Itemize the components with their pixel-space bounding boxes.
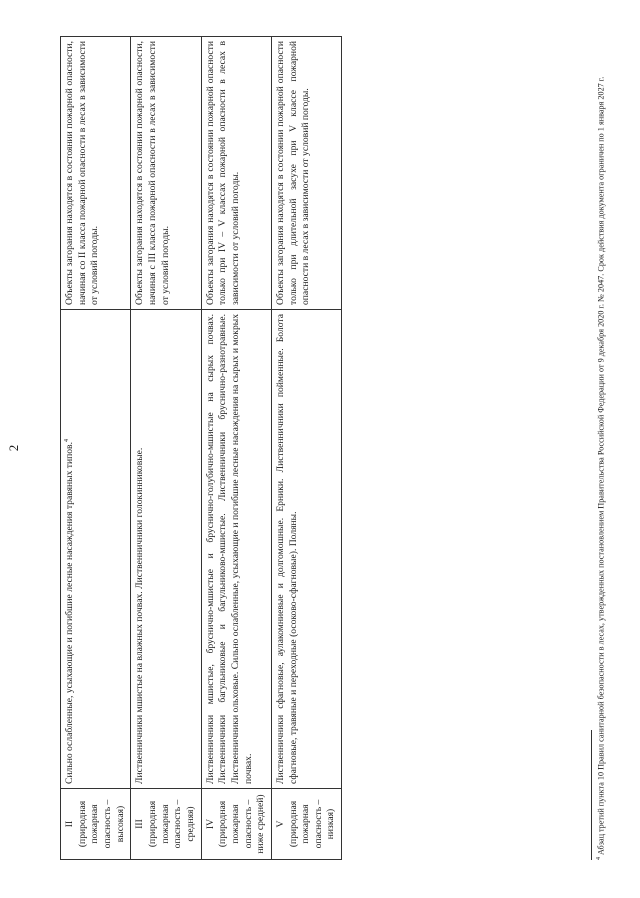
class-cell xyxy=(61,789,131,860)
page-number: 2 xyxy=(6,444,21,452)
class-description: (природная пожарная опасность – низкая) xyxy=(287,799,337,849)
forest-types-text: Лиственничники сфагновые, аулакомниевые и долгомошные. Ерники. Лиственничники пойменные. Болота сфагновые, травяные и переходные (осоково-сфагновые). Поляны. xyxy=(274,314,299,784)
class-description: (природная пожарная опасность – средняя) xyxy=(146,799,196,849)
class-cell xyxy=(201,789,271,860)
forest-types-text: Сильно ослабленные, усыхающие и погибшие лесные насаждения травяных типов. xyxy=(64,442,76,784)
table-row xyxy=(271,37,341,860)
forest-types-cell xyxy=(61,310,131,789)
class-numeral: IV xyxy=(204,818,216,830)
table-row xyxy=(131,37,201,860)
weather-conditions-cell xyxy=(201,37,271,310)
class-numeral: V xyxy=(274,820,286,828)
weather-conditions-text: Объекты загорания находятся в состоянии пожарной опасности, начиная со II класса пожарной опасности в лесах в зависимости от условий погоды. xyxy=(64,41,101,305)
table-row xyxy=(201,37,271,860)
forest-types-text: Лиственничники мшистые на влажных почвах. Лиственничники голокинниковые. xyxy=(134,447,146,784)
footnote-text: Абзац третий пункта 10 Правил санитарной безопасности в лесах, утвержденных постановлением Правительства Российской Федерации от 9 декабря 2020 г. № 2047. Срок действия документа ограничен по 1 января 2027 г. xyxy=(596,76,606,855)
table-row xyxy=(61,37,131,860)
class-numeral: II xyxy=(64,820,75,828)
weather-conditions-text: Объекты загорания находятся в состоянии пожарной опасности, начиная с III класса пожарной опасности в лесах в зависимости от условий погоды. xyxy=(134,41,171,305)
class-numeral: III xyxy=(134,819,146,829)
weather-conditions-text: Объекты загорания находятся в состоянии пожарной опасности только при IV – V классах пожарной опасности в лесах в зависимости от условий погоды. xyxy=(204,41,241,305)
class-description: (природная пожарная опасность – высокая) xyxy=(76,799,126,849)
weather-conditions-cell xyxy=(61,37,131,310)
footnote-divider xyxy=(591,730,592,860)
forest-types-cell xyxy=(131,310,201,789)
class-cell xyxy=(131,789,201,860)
forest-types-cell xyxy=(201,310,271,789)
fire-danger-table xyxy=(60,36,342,860)
footnote xyxy=(596,36,607,860)
weather-conditions-cell xyxy=(131,37,201,310)
forest-types-cell xyxy=(271,310,341,789)
footnote-reference: 4 xyxy=(64,439,70,443)
weather-conditions-text: Объекты загорания находятся в состоянии пожарной опасности только при длительной засухе при V классе пожарной опасности в лесах в зависимости от условий погоды. xyxy=(274,41,312,305)
footnote-mark: 4 xyxy=(596,857,602,860)
forest-types-text: Лиственничники мшистые, бруснично-мшистые и бруснично-голубично-мшистые на сырых почвах. Лиственничники багульниковые и багульниково-мшистые. Лиственничники бруснично-разнотравные. Лиственничники ольховые. Сильно ослабленные, усыхающие и погибшие лесные насаждения на сырых и мокрых почвах. xyxy=(204,314,254,784)
class-description: (природная пожарная опасность – ниже средней) xyxy=(217,794,267,854)
weather-conditions-cell xyxy=(271,37,341,310)
class-cell xyxy=(271,789,341,860)
